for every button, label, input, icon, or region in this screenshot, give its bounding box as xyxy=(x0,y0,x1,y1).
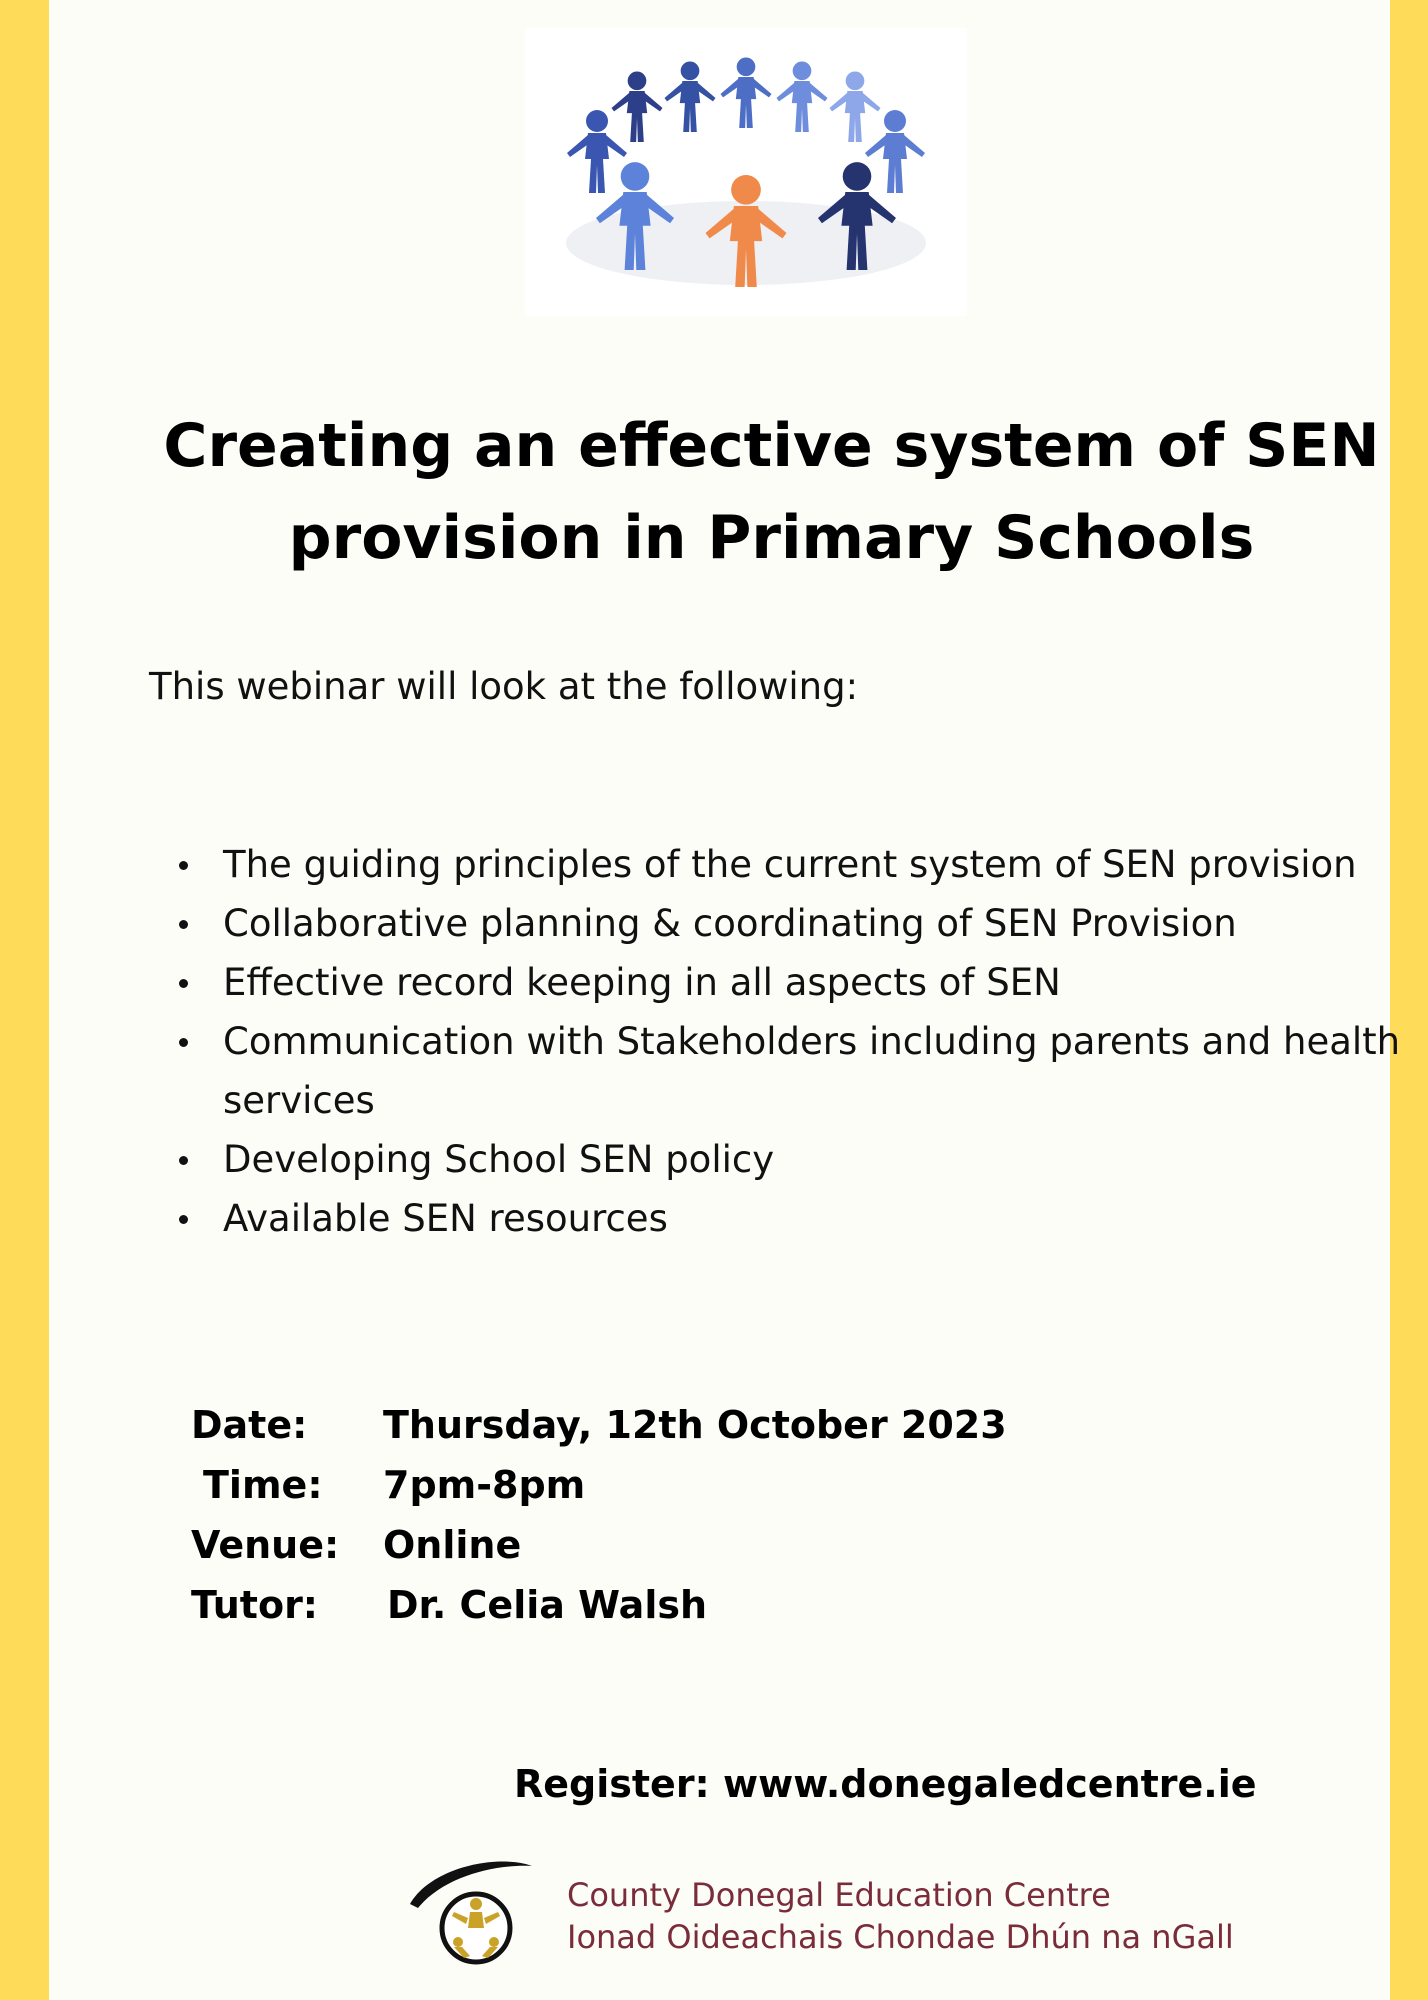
list-item: Effective record keeping in all aspects of SEN xyxy=(149,953,1419,1012)
list-item: Collaborative planning & coordinating of SEN Provision xyxy=(149,894,1419,953)
event-details xyxy=(191,1395,1007,1635)
date-label: Date: xyxy=(191,1403,308,1447)
organisation-logo xyxy=(404,1852,1234,1968)
education-centre-logo-icon xyxy=(404,1852,534,1968)
time-label: Time: xyxy=(203,1463,323,1507)
page-title xyxy=(149,400,1394,584)
venue-value: Online xyxy=(383,1523,522,1567)
list-item: The guiding principles of the current system of SEN provision xyxy=(149,835,1419,894)
topic-list xyxy=(149,835,1419,1248)
time-row xyxy=(191,1455,1007,1515)
tutor-row xyxy=(191,1575,1007,1635)
list-item: Communication with Stakeholders including parents and health services xyxy=(149,1012,1419,1130)
paper-people-circle-image xyxy=(525,28,967,316)
date-row xyxy=(191,1395,1007,1455)
venue-row xyxy=(191,1515,1007,1575)
intro-text: This webinar will look at the following: xyxy=(149,665,859,708)
venue-label: Venue: xyxy=(191,1523,340,1567)
time-value: 7pm-8pm xyxy=(383,1463,586,1507)
organisation-name-english: County Donegal Education Centre xyxy=(567,1876,1111,1914)
title-line-1: Creating an effective system of SEN xyxy=(163,411,1380,481)
tutor-value: Dr. Celia Walsh xyxy=(387,1583,708,1627)
register-link[interactable]: Register: www.donegaledcentre.ie xyxy=(514,1762,1257,1806)
list-item: Available SEN resources xyxy=(149,1189,1419,1248)
poster xyxy=(49,0,1401,2000)
date-value: Thursday, 12th October 2023 xyxy=(383,1403,1007,1447)
organisation-name-irish: Ionad Oideachais Chondae Dhún na nGall xyxy=(567,1918,1234,1956)
list-item: Developing School SEN policy xyxy=(149,1130,1419,1189)
tutor-label: Tutor: xyxy=(191,1583,319,1627)
organisation-name xyxy=(567,1874,1234,1958)
title-line-2: provision in Primary Schools xyxy=(288,503,1255,573)
